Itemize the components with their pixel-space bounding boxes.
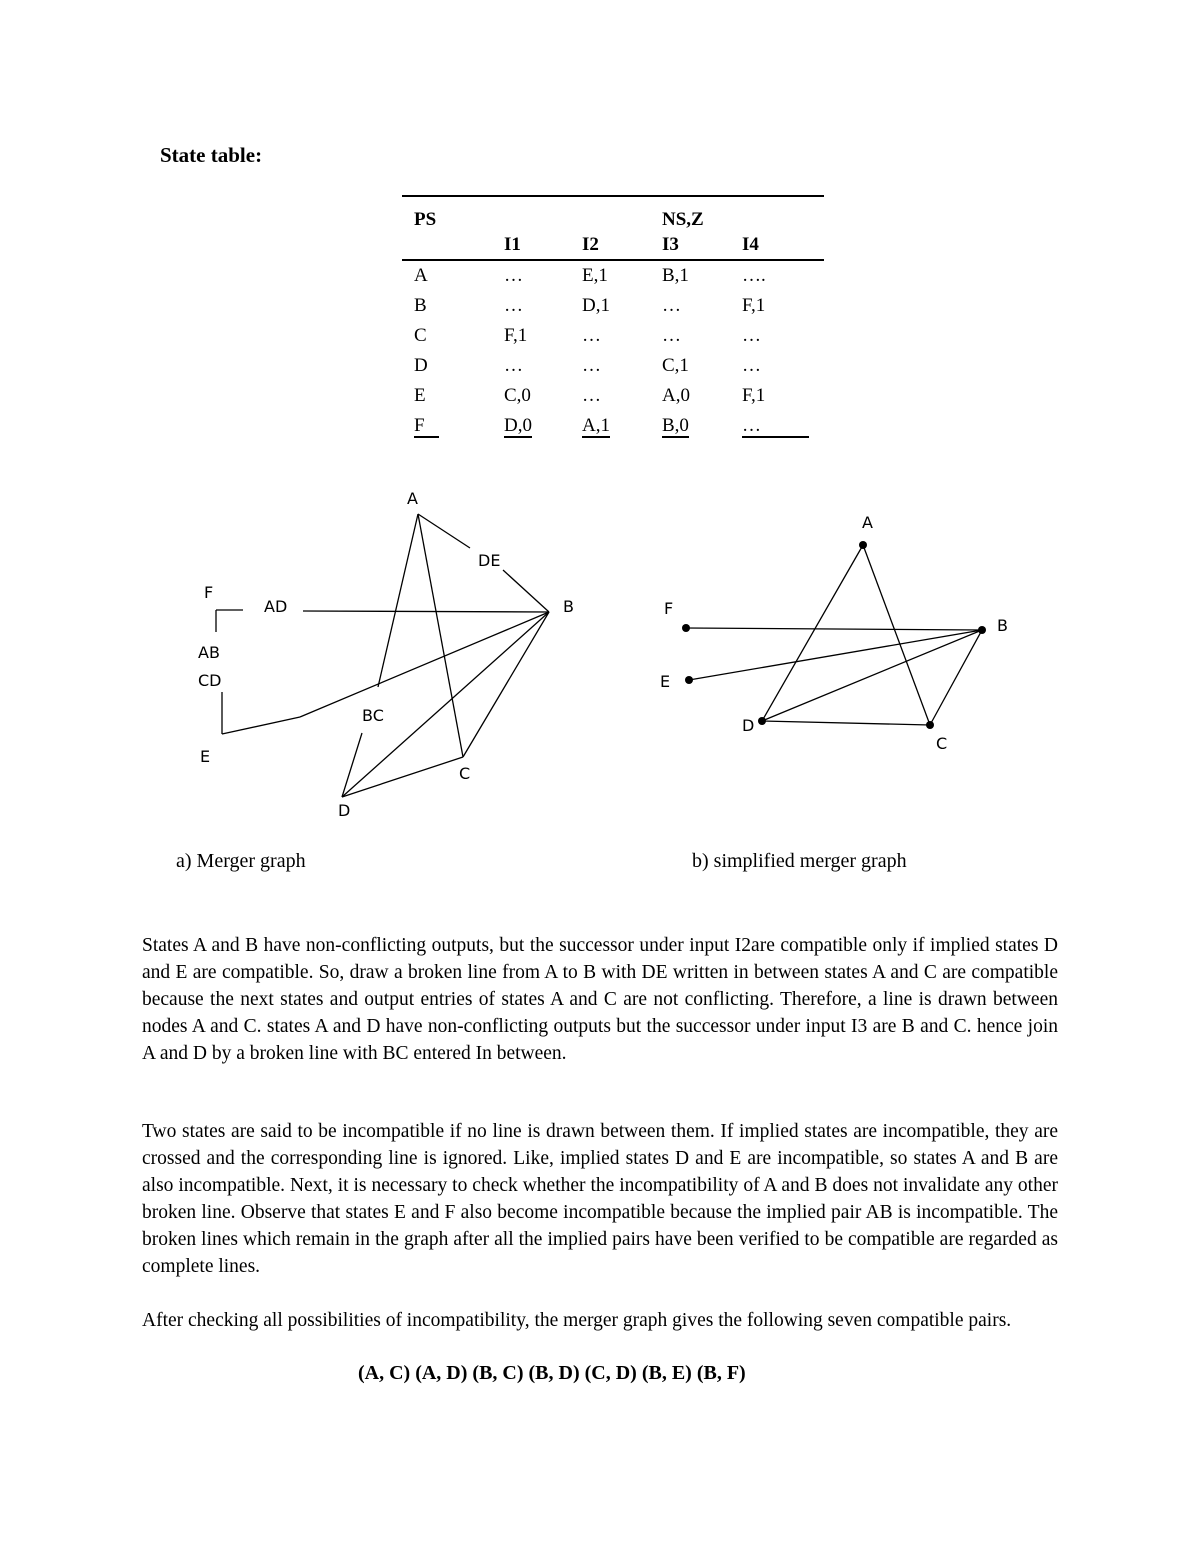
node-label-f: F — [664, 599, 674, 618]
node-label-d: D — [338, 801, 351, 820]
input-header: I4 — [742, 231, 824, 260]
table-row: E C,0 … A,0 F,1 — [414, 385, 766, 406]
node-label-a: A — [407, 489, 418, 508]
node-e — [685, 676, 693, 684]
table-row: A … E,1 B,1 …. — [414, 265, 766, 286]
paragraph-2: Two states are said to be incompatible if no line is drawn between them. If implied states are incompatible, they are crossed and the corresponding line is ignored. Like, implied states D and E are incompatible, so states A and B are also incompatible. Next, it is necessary to check whether the incompatibility of A and B does not invalidate any other broken line. Observe that states E and F also become incompatible because the implied pair AB is incompatible. The broken lines which remain in the graph after all the implied pairs have been verified to be compatible are regarded as complete lines. — [142, 1121, 1058, 1277]
table-row: F D,0 A,1 B,0 … — [402, 411, 824, 441]
paragraph-3: After checking all possibilities of incompatibility, the merger graph gives the following seven compatible pairs. — [142, 1310, 1012, 1331]
ns-header: NS,Z — [662, 209, 704, 230]
caption-simplified-graph: b) simplified merger graph — [692, 850, 907, 872]
table-row: D … … C,1 … — [414, 355, 761, 376]
table-row: C F,1 … … … — [414, 325, 761, 346]
node-d — [758, 717, 766, 725]
node-label-b: B — [997, 616, 1008, 635]
input-header: I2 — [582, 231, 662, 260]
paragraph-1: States A and B have non-conflicting outputs, but the successor under input I2are compatible only if implied states D and E are compatible. So, draw a broken line from A to B with DE written in between states A and C are compatible because the next states and output entries of states A and C are not conflicting. Therefore, a line is drawn between nodes A and C. states A and D have non-conflicting outputs but the successor under input I3 are B and C. hence join A and D by a broken line with BC entered In between. — [142, 935, 1058, 1064]
caption-merger-graph: a) Merger graph — [176, 850, 306, 872]
heading: State table: — [160, 143, 263, 167]
node-label-c: C — [459, 764, 471, 783]
table-row: B … D,1 … F,1 — [414, 295, 766, 316]
input-header: I3 — [662, 231, 742, 260]
node-label-e: E — [660, 672, 671, 691]
node-label-d: D — [742, 716, 755, 735]
node-label-e: E — [200, 747, 211, 766]
node-c — [926, 721, 934, 729]
implied-label-cd: CD — [198, 671, 222, 690]
input-header: I1 — [504, 231, 582, 260]
node-a — [859, 541, 867, 549]
implied-label-de: DE — [478, 551, 501, 570]
compatible-pairs: (A, C) (A, D) (B, C) (B, D) (C, D) (B, E) (B, F) — [358, 1362, 746, 1384]
node-label-c: C — [936, 734, 948, 753]
ps-header: PS — [414, 209, 437, 230]
node-f — [682, 624, 690, 632]
node-b — [978, 626, 986, 634]
node-label-a: A — [862, 513, 873, 532]
node-label-b: B — [563, 597, 574, 616]
implied-label-ab: AB — [198, 643, 220, 662]
implied-label-bc: BC — [362, 706, 384, 725]
node-label-f: F — [204, 583, 214, 602]
implied-label-ad: AD — [264, 597, 288, 616]
